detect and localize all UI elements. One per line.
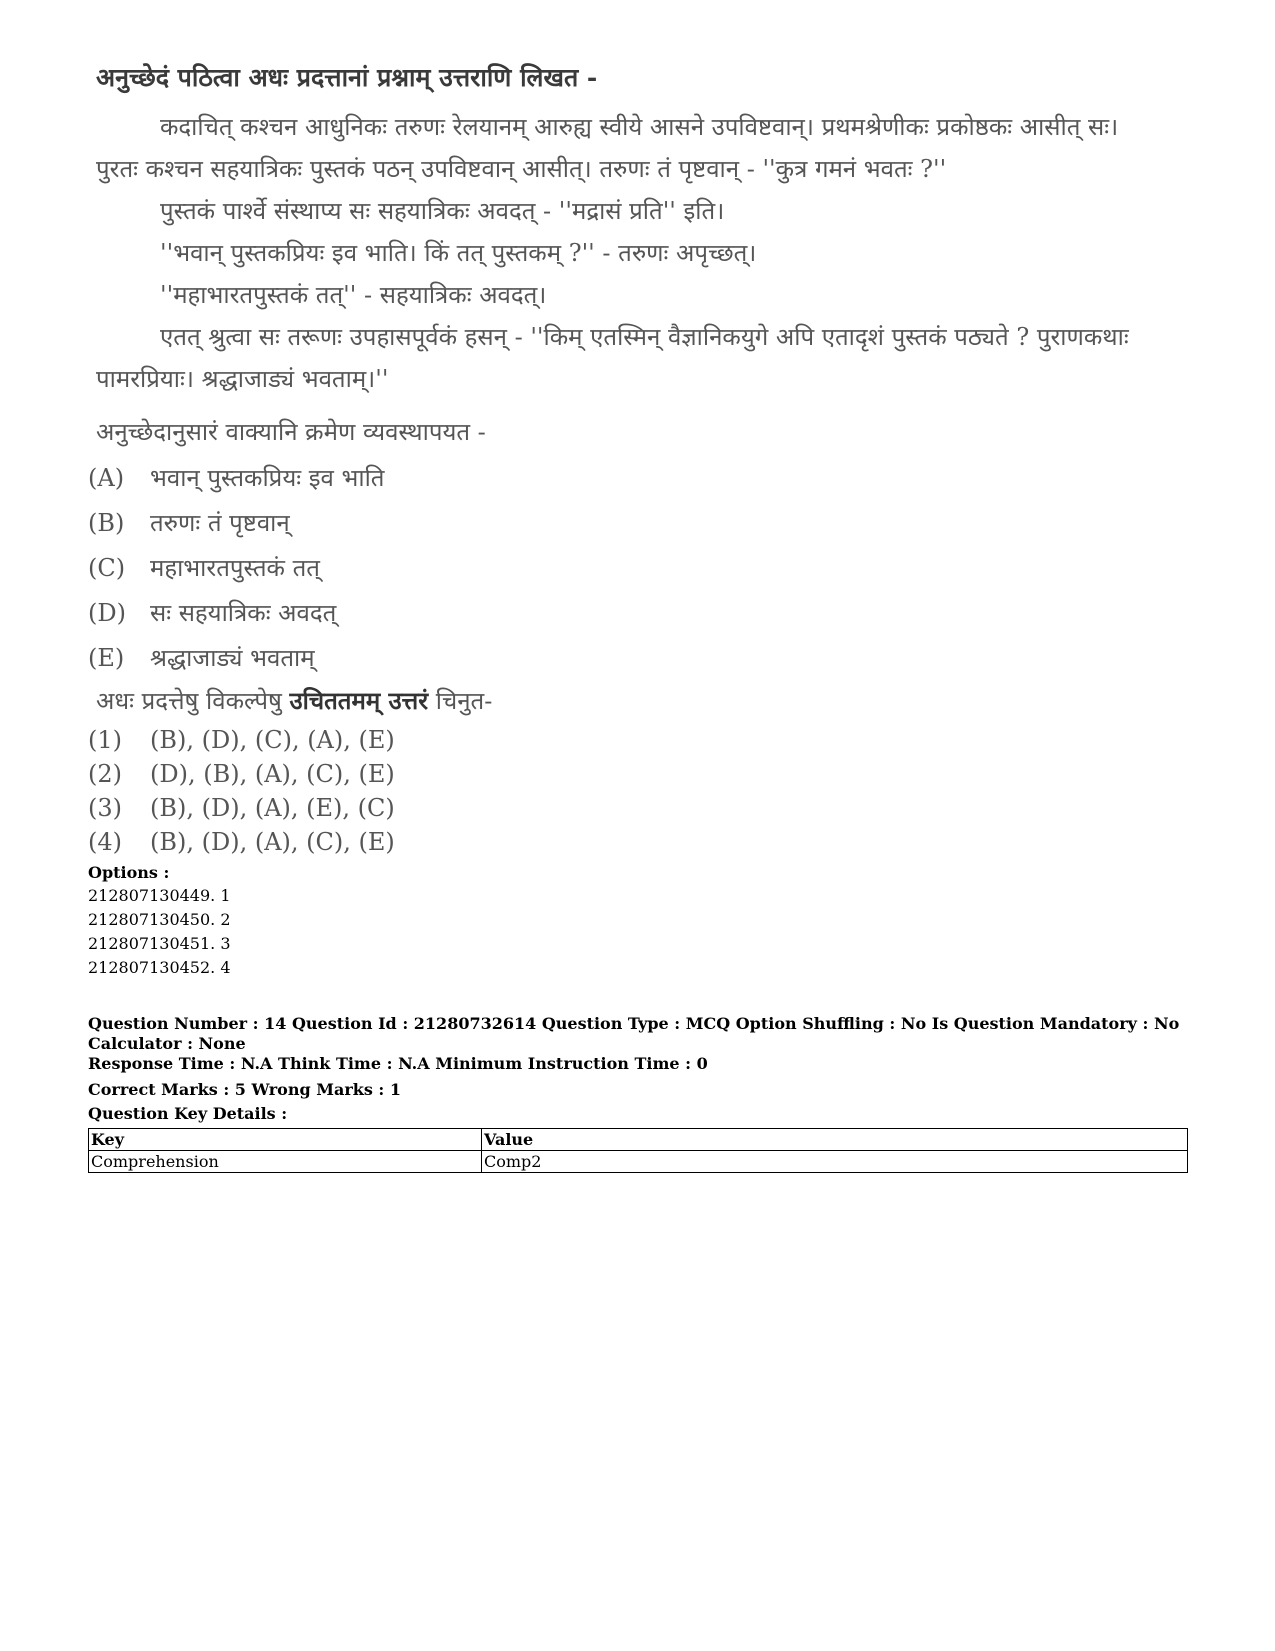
marks-line: Correct Marks : 5 Wrong Marks : 1	[88, 1080, 402, 1099]
question-instruction: अनुच्छेदानुसारं वाक्यानि क्रमेण व्यवस्थापयत -	[96, 418, 486, 446]
statement-label: (A)	[88, 464, 125, 492]
passage-para4: ''महाभारतपुस्तकं तत्'' - सहयात्रिकः अवदत्।	[160, 281, 547, 309]
question-info	[88, 1014, 1188, 1074]
choice-item	[88, 791, 1198, 825]
key-details-table	[88, 1128, 1188, 1173]
key-details-title: Question Key Details :	[88, 1104, 288, 1123]
choose-bold: उचिततमम् उत्तरं	[289, 686, 429, 715]
header-key-text: Key	[91, 1130, 125, 1149]
statement-list	[88, 456, 1198, 681]
question-meta	[88, 862, 1188, 1173]
statement-text: महाभारतपुस्तकं तत्	[150, 554, 320, 582]
statement-text: तरुणः तं पृष्टवान्	[150, 509, 290, 537]
table-header-row	[89, 1129, 1188, 1151]
choice-item	[88, 757, 1198, 791]
statement-item	[88, 546, 1198, 591]
choice-item	[88, 723, 1198, 757]
choice-text: (B), (D), (A), (C), (E)	[150, 828, 395, 856]
choice-label: (3)	[88, 794, 122, 822]
table-header-key	[89, 1129, 482, 1151]
choice-text: (B), (D), (C), (A), (E)	[150, 726, 395, 754]
statement-label: (B)	[88, 509, 125, 537]
table-cell-value: Comp2	[482, 1151, 1188, 1173]
passage-para1-line2: पुरतः कश्चन सहयात्रिकः पुस्तकं पठन् उपविष्टवान् आसीत्। तरुणः तं पृष्टवान् - ''कुत्र गमनं भवतः ?''	[96, 155, 947, 183]
choice-label: (2)	[88, 760, 122, 788]
options-title: Options :	[88, 863, 170, 882]
statement-text: श्रद्धाजाड्यं भवताम्	[150, 644, 315, 672]
choose-prefix: अधः प्रदत्तेषु विकल्पेषु	[96, 687, 282, 715]
passage-heading: अनुच्छेदं पठित्वा अधः प्रदत्तानां प्रश्नाम् उत्तराणि लिखत -	[96, 63, 598, 92]
question-info-line1: Question Number : 14 Question Id : 21280732614 Question Type : MCQ Option Shuffling : No Is Question Mandatory : No Calculator : None	[88, 1014, 1180, 1053]
statement-label: (D)	[88, 599, 126, 627]
option-line: 212807130450. 2	[88, 910, 231, 929]
passage-para5-line2: पामरप्रियाः। श्रद्धाजाड्यं भवताम्।''	[96, 365, 389, 393]
passage-para3: ''भवान् पुस्तकप्रियः इव भाति। किं तत् पुस्तकम् ?'' - तरुणः अपृच्छत्।	[160, 239, 757, 267]
choose-instruction	[96, 681, 1198, 721]
table-cell-key: Comprehension	[89, 1151, 482, 1173]
statement-text: भवान् पुस्तकप्रियः इव भाति	[150, 464, 385, 492]
question-info-line2: Response Time : N.A Think Time : N.A Minimum Instruction Time : 0	[88, 1054, 708, 1073]
choice-item	[88, 825, 1198, 859]
question-image	[88, 60, 1198, 859]
choose-suffix: चिनुत-	[435, 687, 493, 715]
choice-text: (B), (D), (A), (E), (C)	[150, 794, 395, 822]
statement-item	[88, 636, 1198, 681]
passage-para1-line1: कदाचित् कश्चन आधुनिकः तरुणः रेलयानम् आरुह्य स्वीये आसने उपविष्टवान्। प्रथमश्रेणीकः प्रकोष्ठकः आसीत् सः।	[160, 113, 1119, 141]
statement-item	[88, 501, 1198, 546]
table-row	[89, 1151, 1188, 1173]
option-line: 212807130452. 4	[88, 958, 231, 977]
statement-label: (C)	[88, 554, 126, 582]
statement-label: (E)	[88, 644, 125, 672]
header-value-text: Value	[484, 1130, 534, 1149]
statement-item	[88, 456, 1198, 501]
passage-para5-line1: एतत् श्रुत्वा सः तरूणः उपहासपूर्वकं हसन् - ''किम् एतस्मिन् वैज्ञानिकयुगे अपि एतादृशं पुस्तकं पठ्यते ? पुराणकथाः	[160, 323, 1129, 351]
choice-label: (1)	[88, 726, 122, 754]
statement-text: सः सहयात्रिकः अवदत्	[150, 599, 337, 627]
choice-list	[88, 723, 1198, 859]
passage-para2: पुस्तकं पार्श्वे संस्थाप्य सः सहयात्रिकः अवदत् - ''मद्रासं प्रति'' इति।	[160, 197, 725, 225]
table-header-value	[482, 1129, 1188, 1151]
option-line: 212807130451. 3	[88, 934, 231, 953]
choice-label: (4)	[88, 828, 122, 856]
statement-item	[88, 591, 1198, 636]
choice-text: (D), (B), (A), (C), (E)	[150, 760, 395, 788]
option-line: 212807130449. 1	[88, 886, 231, 905]
